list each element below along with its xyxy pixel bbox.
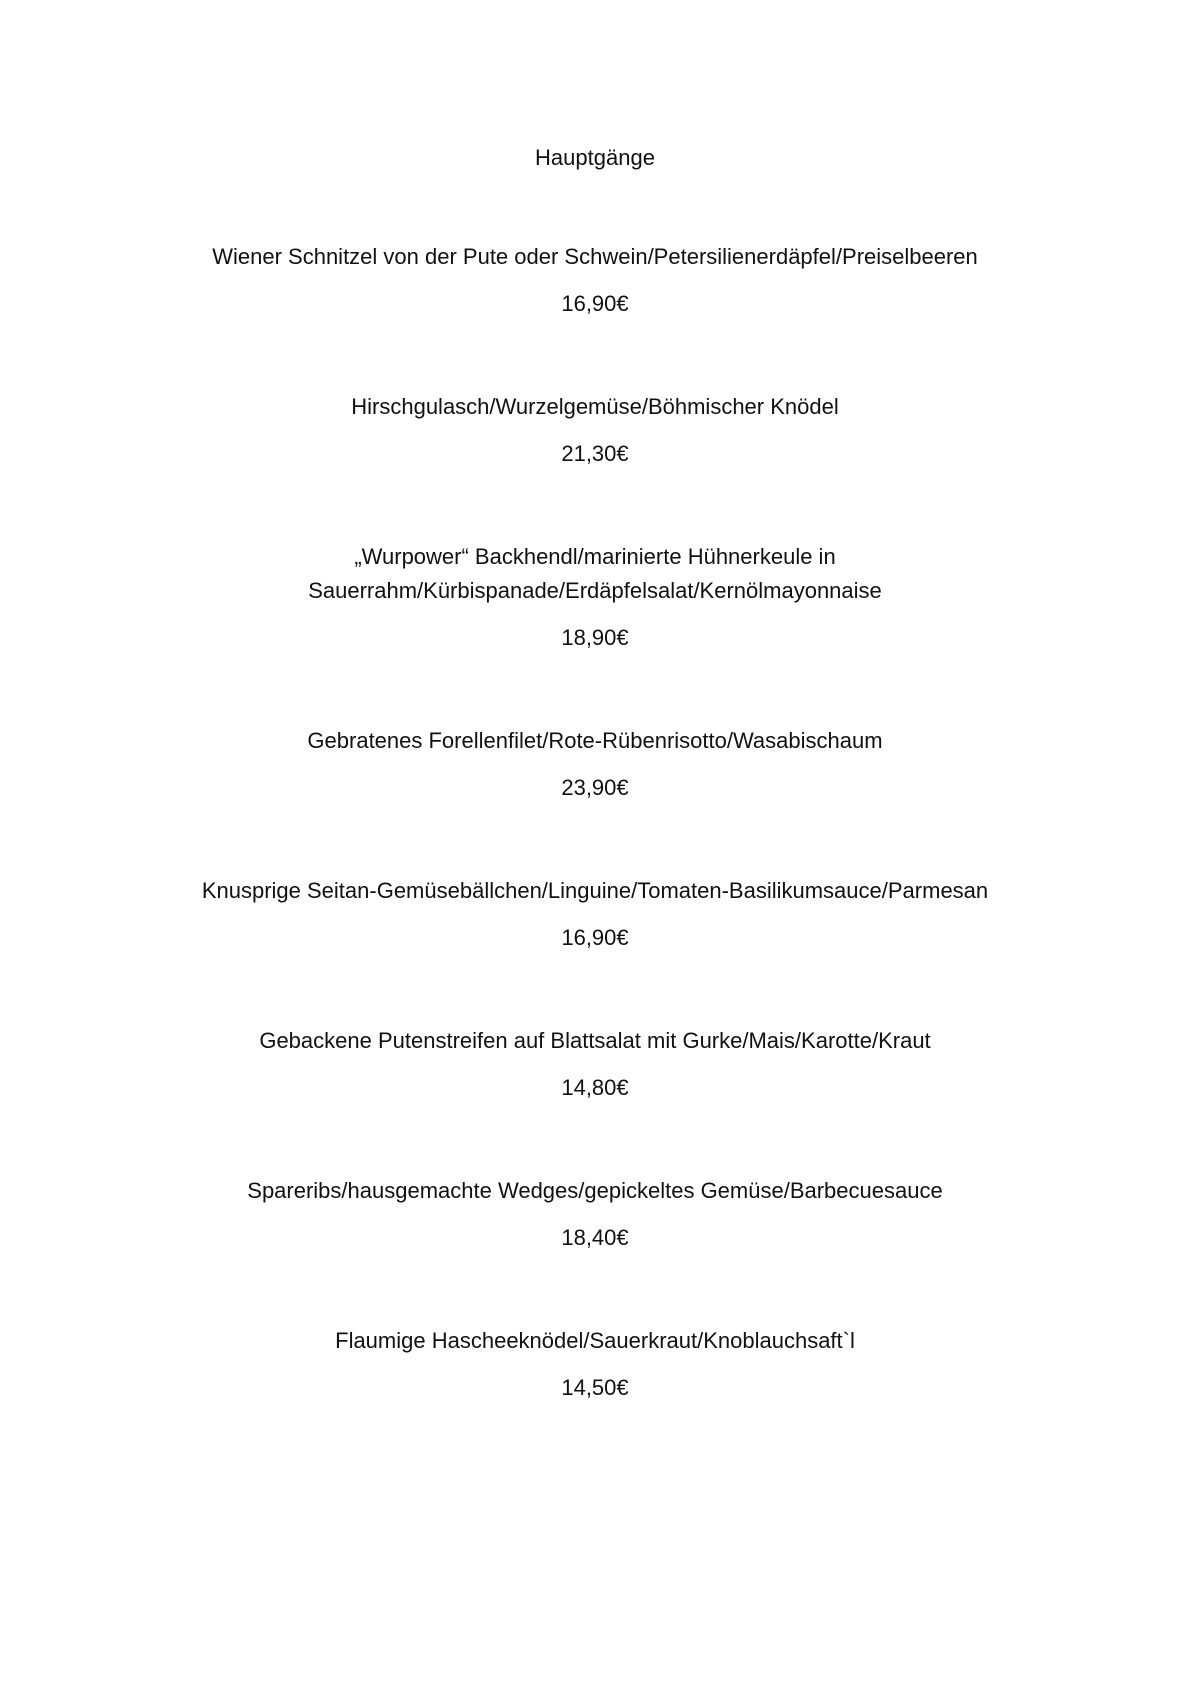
dish-price: 21,30€: [561, 441, 629, 466]
menu-item: [0, 724, 1190, 802]
dish-price: 18,40€: [561, 1225, 629, 1250]
menu-item: [0, 390, 1190, 468]
menu-item: [0, 1174, 1190, 1252]
menu-item: [0, 540, 1190, 652]
menu-item: [0, 1324, 1190, 1402]
dish-price: 14,50€: [561, 1375, 629, 1400]
menu-item: [0, 1024, 1190, 1102]
dish-price: 23,90€: [561, 775, 629, 800]
dish-name: Knusprige Seitan-Gemüsebällchen/Linguine/Tomaten-Basilikumsauce/Parmesan: [201, 878, 989, 903]
dish-name: Wiener Schnitzel von der Pute oder Schwein/Petersilienerdäpfel/Preiselbeeren: [212, 244, 978, 269]
dish-name: „Wurpower“ Backhendl/marinierte Hühnerkeule in Sauerrahm/Kürbispanade/Erdäpfelsalat/Kernölmayonnaise: [308, 544, 882, 603]
dish-name: Gebackene Putenstreifen auf Blattsalat mit Gurke/Mais/Karotte/Kraut: [259, 1028, 931, 1053]
dish-name: Spareribs/hausgemachte Wedges/gepickeltes Gemüse/Barbecuesauce: [247, 1178, 943, 1203]
dish-name: Flaumige Hascheeknödel/Sauerkraut/Knoblauchsaft`l: [335, 1328, 855, 1353]
menu-item: [0, 874, 1190, 952]
dish-price: 14,80€: [561, 1075, 629, 1100]
dish-name: Hirschgulasch/Wurzelgemüse/Böhmischer Knödel: [351, 394, 839, 419]
menu-heading: Hauptgänge: [535, 145, 655, 170]
dish-price: 16,90€: [561, 925, 629, 950]
menu-item: [0, 240, 1190, 318]
dish-name: Gebratenes Forellenfilet/Rote-Rübenrisotto/Wasabischaum: [307, 728, 883, 753]
dish-price: 18,90€: [561, 625, 629, 650]
dish-price: 16,90€: [561, 291, 629, 316]
